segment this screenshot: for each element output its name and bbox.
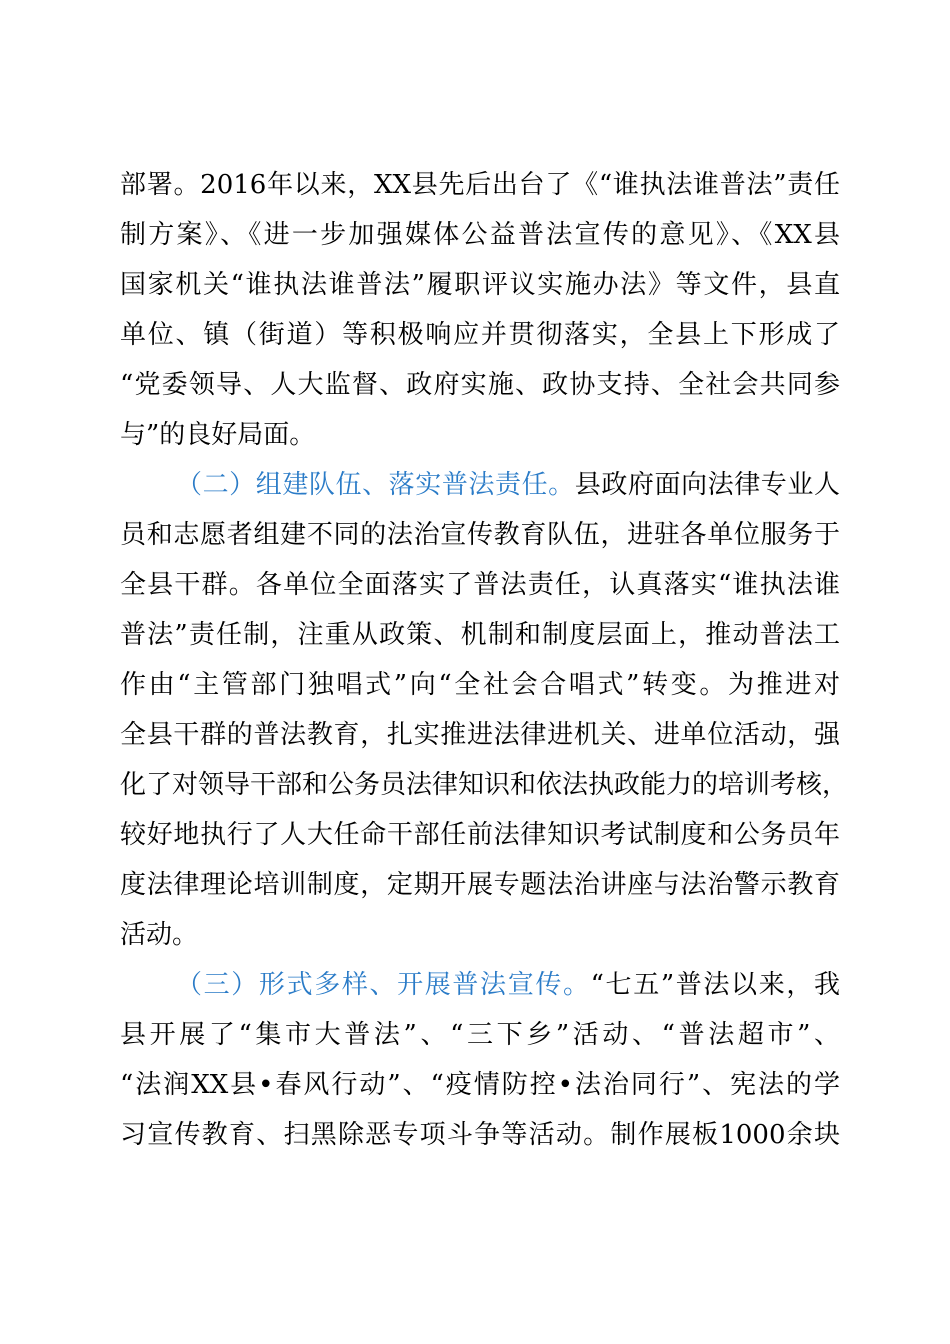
text-line: 化了对领导干部和公务员法律知识和依法执政能力的培训考核， — [120, 770, 849, 800]
text-line: 全县干群。各单位全面落实了普法责任，认真落实“谁执法谁 — [120, 570, 840, 600]
text-line: 制方案》、《进一步加强媒体公益普法宣传的意见》、《XX县 — [120, 220, 840, 250]
text-line: 与”的良好局面。 — [120, 420, 316, 450]
paragraph-1 — [120, 160, 840, 460]
section-2 — [120, 460, 849, 960]
text-line: 国家机关“谁执法谁普法”履职评议实施办法》等文件，县直 — [120, 270, 840, 300]
text-line: 习宣传教育、扫黑除恶专项斗争等活动。制作展板1000余块 — [120, 1120, 840, 1150]
section-3-first-line-text: “七五”普法以来，我 — [590, 970, 840, 1000]
text-line: 部署。2016年以来，XX县先后出台了《“谁执法谁普法”责任 — [120, 170, 840, 200]
section-3-heading: （三）形式多样、开展普法宣传。 — [176, 970, 591, 1000]
text-line: “法润XX县•春风行动”、“疫情防控•法治同行”、宪法的学 — [120, 1070, 840, 1100]
text-line: 员和志愿者组建不同的法治宣传教育队伍，进驻各单位服务于 — [120, 520, 840, 550]
text-line: 度法律理论培训制度，定期开展专题法治讲座与法治警示教育 — [120, 870, 840, 900]
text-line: 活动。 — [120, 920, 199, 950]
text-line: 全县干群的普法教育，扎实推进法律进机关、进单位活动，强 — [120, 720, 840, 750]
text-line: “党委领导、人大监督、政府实施、政协支持、全社会共同参 — [120, 370, 840, 400]
section-3 — [120, 960, 840, 1160]
text-line: 较好地执行了人大任命干部任前法律知识考试制度和公务员年 — [120, 820, 840, 850]
text-line: 县开展了“集市大普法”、“三下乡”活动、“普法超市”、 — [120, 1020, 840, 1050]
section-2-first-line — [120, 460, 840, 510]
text-line: 普法”责任制，注重从政策、机制和制度层面上，推动普法工 — [120, 620, 840, 650]
section-2-first-line-text: 县政府面向法律专业人 — [574, 470, 840, 500]
text-line: 作由“主管部门独唱式”向“全社会合唱式”转变。为推进对 — [120, 670, 840, 700]
document-body — [120, 160, 849, 1160]
text-line: 单位、镇（街道）等积极响应并贯彻落实，全县上下形成了 — [120, 320, 840, 350]
section-3-first-line — [120, 960, 840, 1010]
section-2-heading: （二）组建队伍、落实普法责任。 — [176, 470, 575, 500]
